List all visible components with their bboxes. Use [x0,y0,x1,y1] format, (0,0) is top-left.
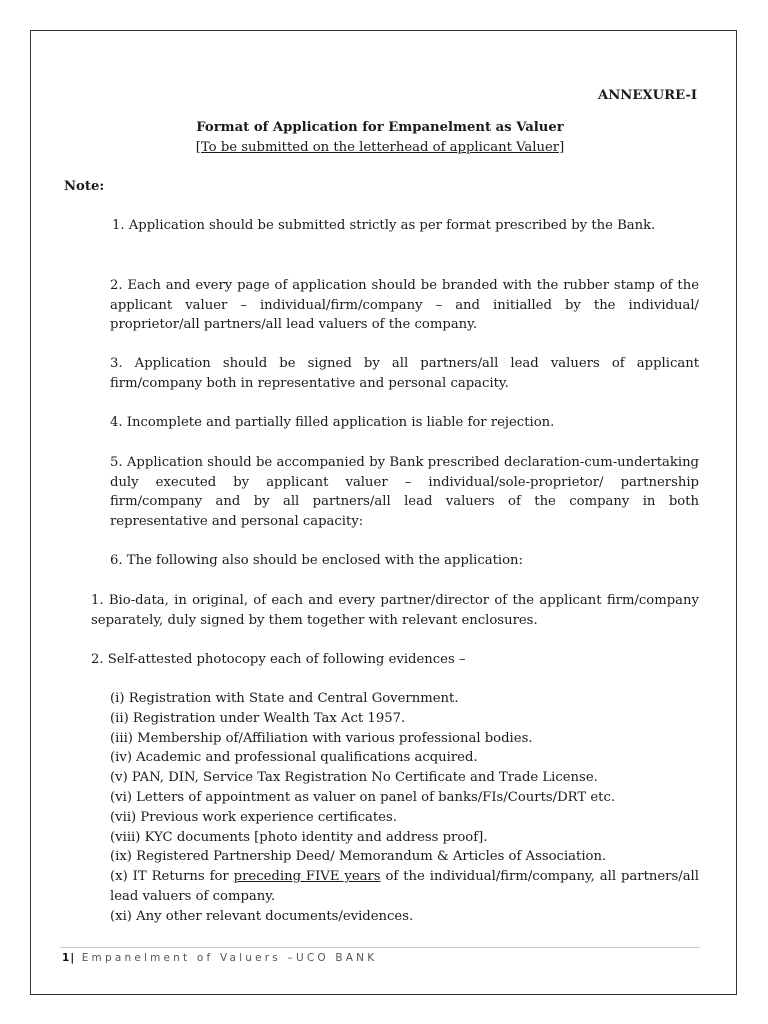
annexure-label: ANNEXURE-I [598,88,698,103]
page-number: 1 [62,952,71,964]
footer-separator: | [70,952,76,964]
it-returns-underlined: preceding FIVE years [233,869,381,885]
note-heading: Note: [64,179,105,194]
evidence-item: (iv) Academic and professional qualifications acquired. [110,750,478,766]
evidence-item: (iii) Membership of/Affiliation with various professional bodies. [110,730,533,746]
note-item: 5. Application should be accompanied by Bank prescribed declaration-cum-undertaking duly executed by applicant valuer – individual/sole-proprietor/ partnership firm/company and by all partners/all lead valuers of the company in both representative and personal capacity: [110,455,699,529]
evidence-item: (v) PAN, DIN, Service Tax Registration No Certificate and Trade License. [110,770,598,786]
evidence-item: (ix) Registered Partnership Deed/ Memorandum & Articles of Association. [110,849,607,865]
it-returns-suffix: of the individual/firm/company, all partners/all lead valuers of company. [110,869,699,904]
evidence-item: (xi) Any other relevant documents/evidences. [110,908,414,924]
subtitle-text: [To be submitted on the letterhead of applicant Valuer] [195,140,565,155]
footer-text: Empanelment of Valuers –UCO BANK [81,952,378,964]
evidence-item-it-returns [110,867,699,907]
evidence-item: (vii) Previous work experience certificates. [110,809,397,825]
page-footer [62,952,377,964]
document-title: Format of Application for Empanelment as Valuer [196,120,564,135]
evidence-item: (vi) Letters of appointment as valuer on panel of banks/FIs/Courts/DRT etc. [110,789,616,805]
evidence-item: (ii) Registration under Wealth Tax Act 1957. [110,710,406,726]
note-item: 3. Application should be signed by all partners/all lead valuers of applicant firm/company both in representative and personal capacity. [110,356,699,391]
enclosure-item: 1. Bio-data, in original, of each and every partner/director of the applicant firm/company separately, duly signed by them together with relevant enclosures. [91,593,699,628]
note-item: 1. Application should be submitted strictly as per format prescribed by the Bank. [112,218,656,233]
evidence-list [110,689,699,927]
note-item: 2. Each and every page of application should be branded with the rubber stamp of the applicant valuer – individual/firm/company – and initialled by the individual/ proprietor/all partners/all lead valuers of the company. [110,278,699,332]
note-item: 6. The following also should be enclosed with the application: [110,553,523,568]
enclosure-item: 2. Self-attested photocopy each of following evidences – [91,652,466,667]
evidence-item: (i) Registration with State and Central Government. [110,691,459,706]
document-subtitle [120,140,640,155]
footer-divider [60,947,700,948]
it-returns-prefix: (x) IT Returns for [110,869,234,885]
evidence-item: (viii) KYC documents [photo identity and address proof]. [110,829,488,845]
note-item: 4. Incomplete and partially filled application is liable for rejection. [110,415,555,430]
